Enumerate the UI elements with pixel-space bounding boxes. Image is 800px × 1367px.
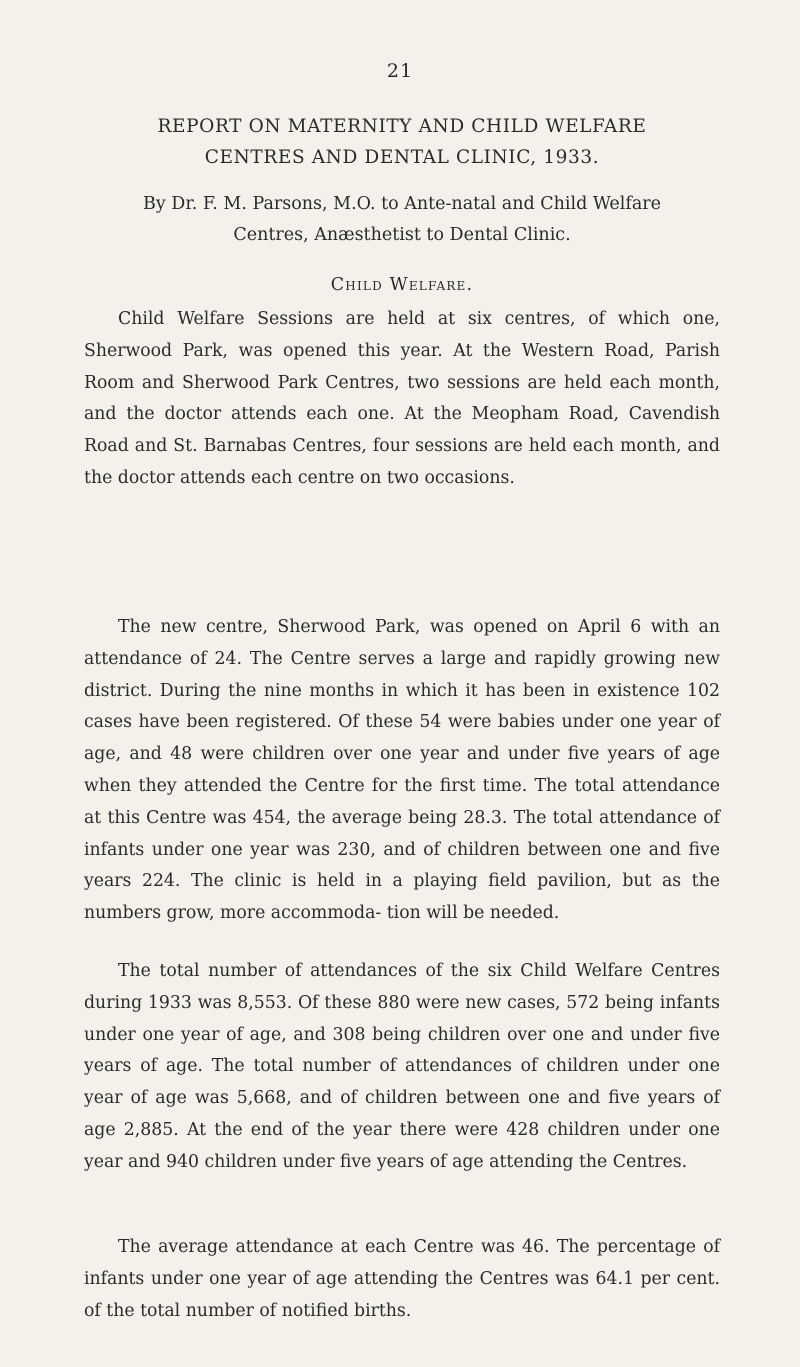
report-title	[84, 111, 720, 173]
byline-line-1: By Dr. F. M. Parsons, M.O. to Ante-natal and Child Welfare	[142, 194, 661, 214]
section-heading: Child Welfare.	[330, 275, 474, 295]
author-byline	[84, 189, 720, 251]
page-number: 21	[386, 60, 414, 82]
body-paragraph: The total number of attendances of the six Child Welfare Centres during 1933 was 8,553. Of these 880 were new cases, 572 being infants under one year of age, and 308 being children over one and under five years of age. The total number of attendances of children under one year of age was 5,668, and of children between one and five years of age 2,885. At the end of the year there were 428 children under one year and 940 children under five years of age attending the Centres.	[84, 961, 720, 1172]
body-paragraph: The new centre, Sherwood Park, was opened on April 6 with an attendance of 24. The Centre serves a large and rapidly growing new district. During the nine months in which it has been in existence 102 cases have been registered. Of these 54 were babies under one year of age, and 48 were children over one year and under five years of age when they attended the Centre for the first time. The total attendance at this Centre was 454, the average being 28.3. The total attendance of infants under one year was 230, and of children between one and five years 224. The clinic is held in a playing field pavilion, but as the numbers grow, more accommoda- tion will be needed.	[84, 617, 720, 924]
byline-line-2: Centres, Anæsthetist to Dental Clinic.	[233, 225, 571, 245]
body-paragraph: Child Welfare Sessions are held at six centres, of which one, Sherwood Park, was opened this year. At the Western Road, Parish Room and Sherwood Park Centres, two sessions are held each month, and the doctor attends each one. At the Meopham Road, Cavendish Road and St. Barnabas Centres, four sessions are held each month, and the doctor attends each centre on two occasions.	[84, 309, 720, 488]
body-paragraph: The average attendance at each Centre was 46. The percentage of infants under one year of age attending the Centres was 64.1 per cent. of the total number of notified births.	[84, 1237, 720, 1321]
report-title-line-1: REPORT ON MATERNITY AND CHILD WELFARE	[157, 116, 647, 137]
report-title-line-2: CENTRES AND DENTAL CLINIC, 1933.	[204, 147, 600, 168]
